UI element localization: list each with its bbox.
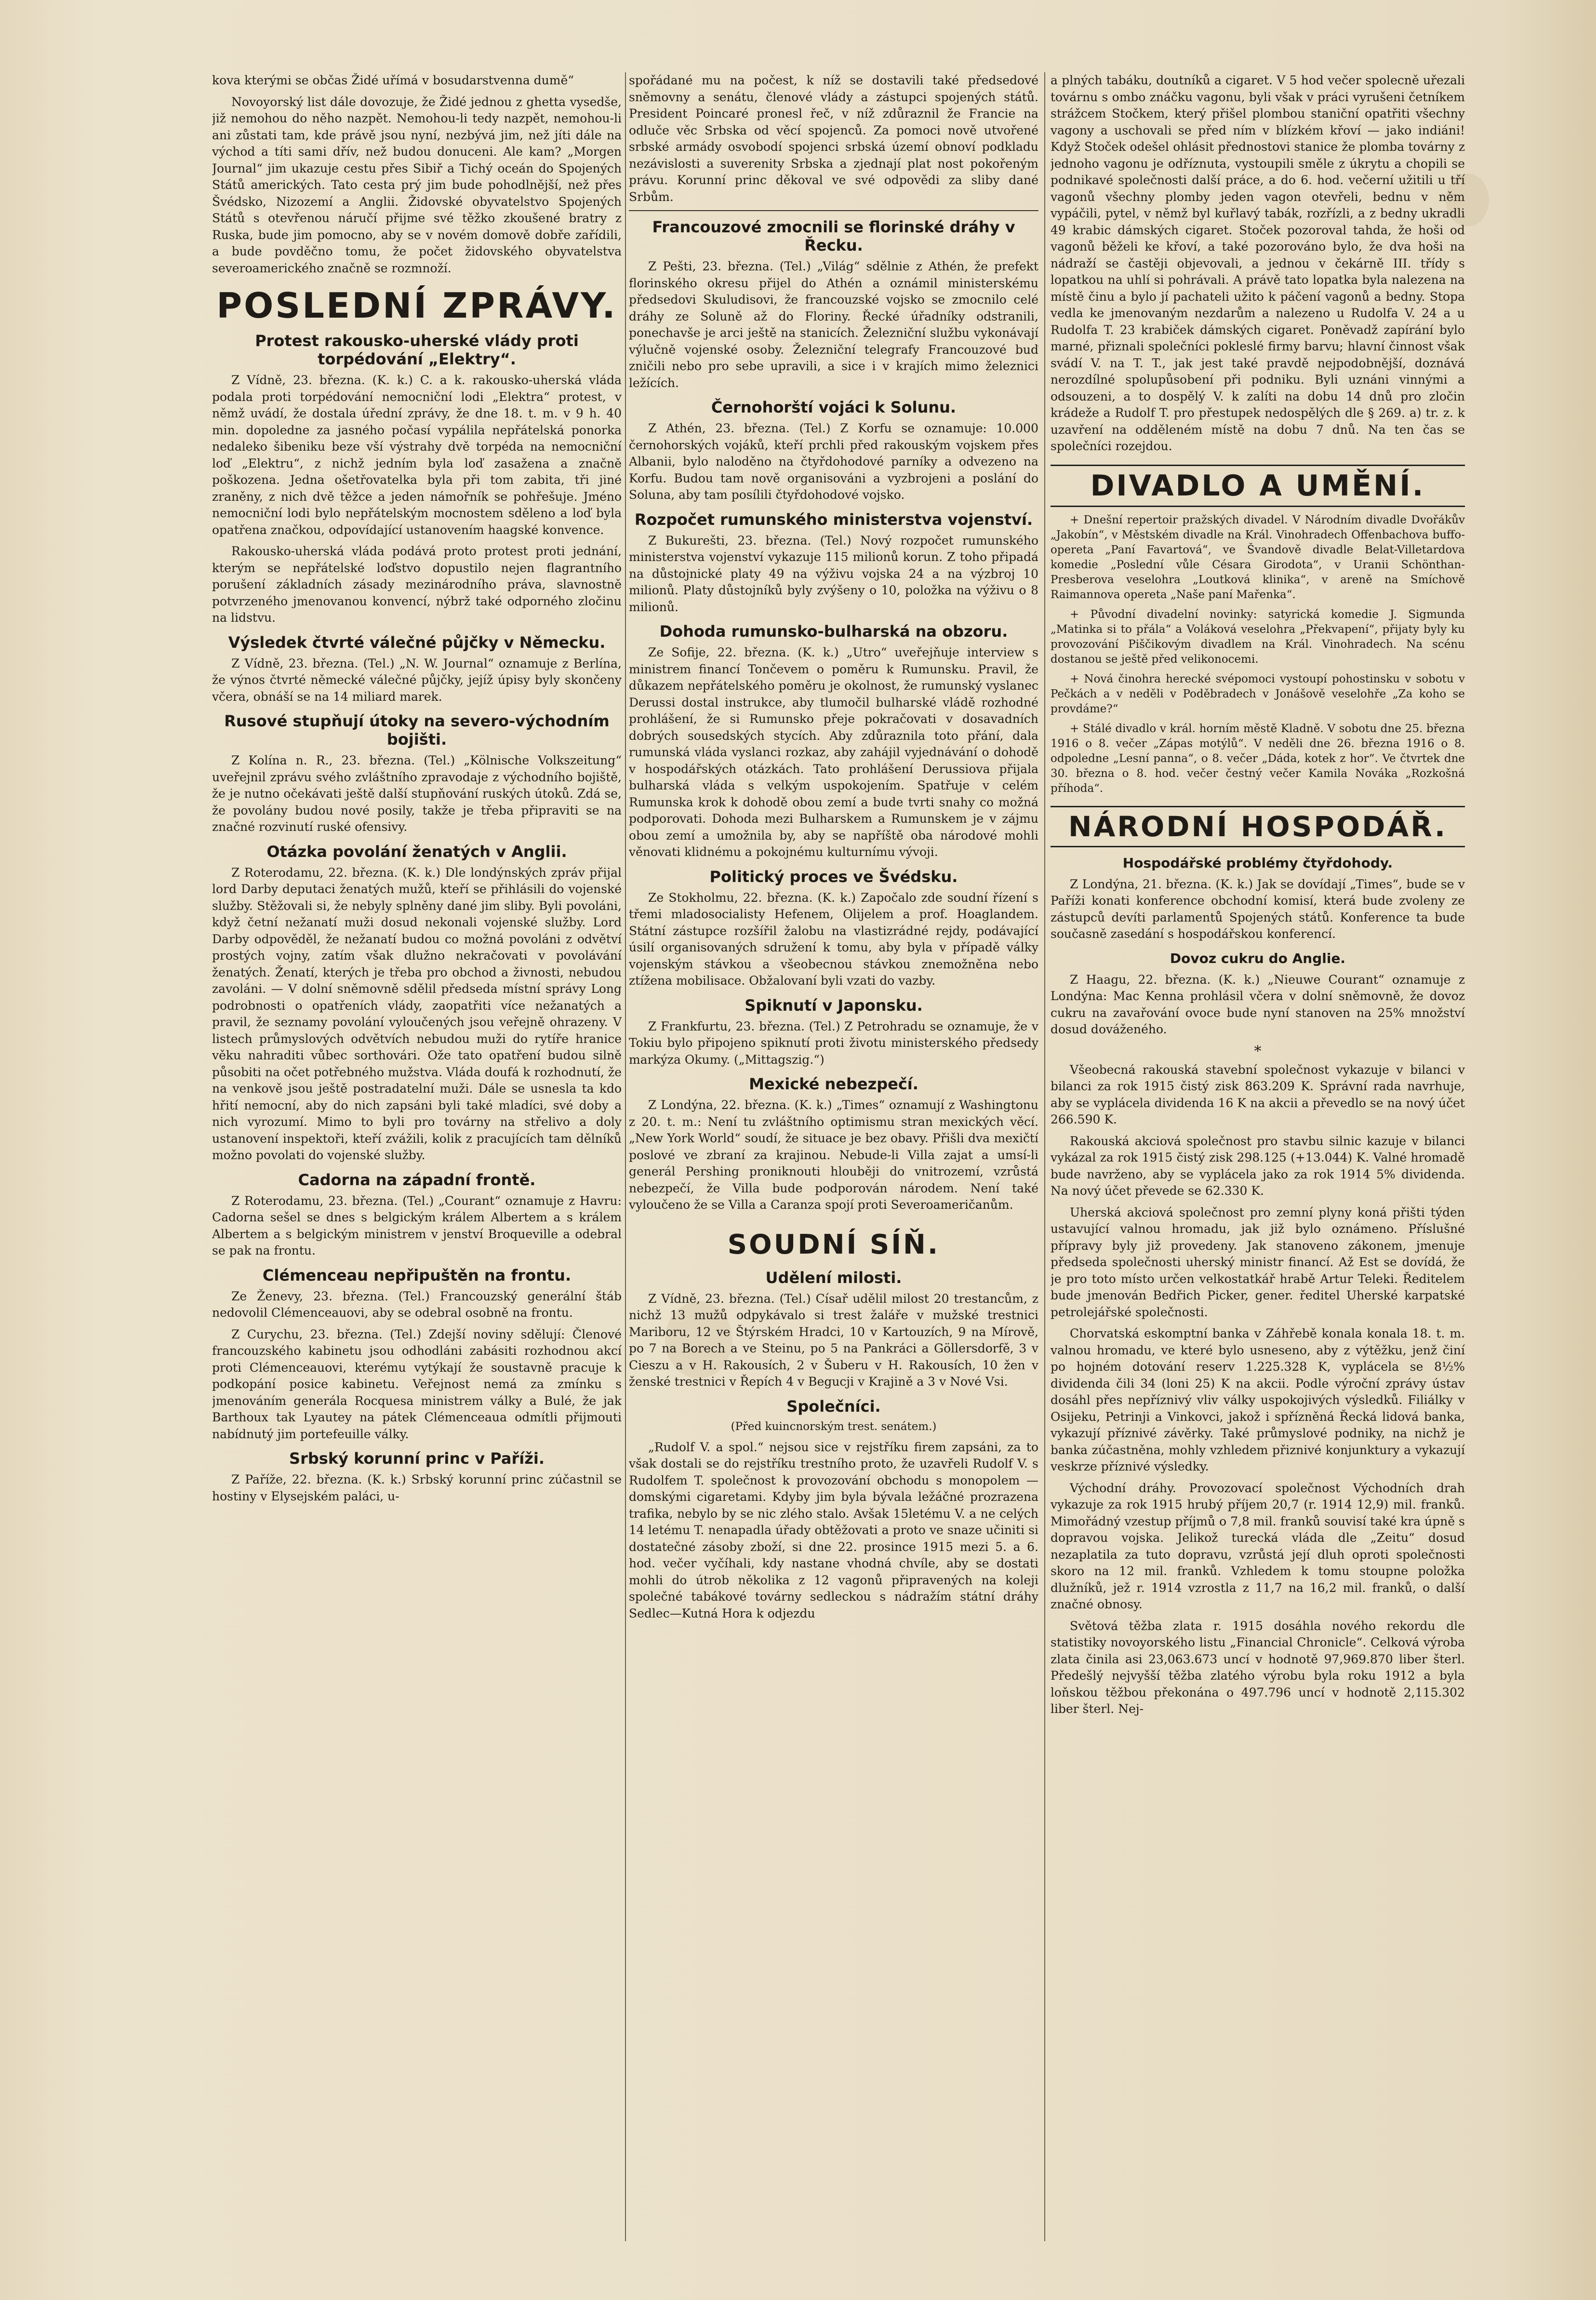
article-title: Srbský korunní princ v Paříži.: [289, 1449, 545, 1468]
article-title: Mexické nebezpečí.: [749, 1075, 918, 1093]
paragraph: Z Kolína n. R., 23. března. (Tel.) „Kölnische Volkszeitung“ uveřejnil zprávu svého zvláštního zpravodaje z východního bojiště, že je nutno očekávati ještě další stupňování ruských útoků. Zdá se, že povolány budou nové posily, takže je třeba připraviti se na značné rozvinutí ruské ofensivy.: [212, 753, 622, 834]
paragraph: Z Londýna, 21. března. (K. k.) Jak se dovídají „Times“, bude se v Paříži konati konference obchodní komisí, která bude zvoleny ze zástupců devíti parlamentů Spojených států. Konference ta bude současně zasedání s hospodářskou konferencí.: [1051, 877, 1465, 941]
article-title: Otázka povolání ženatých v Anglii.: [266, 842, 567, 861]
section-asterisk: *: [1254, 1043, 1262, 1060]
article-title: Cadorna na západní frontě.: [298, 1170, 536, 1189]
article-title: Rusové stupňují útoky na severo-východním bojišti.: [224, 712, 610, 749]
paragraph: Z Pešti, 23. března. (Tel.) „Világ“ sdělnie z Athén, že prefekt florinského okresu přijel do Athén a oznámil ministerskému předsedovi Skuludisovi, že francouzské vojsko se zmocnilo celé dráhy ze Soluně až do Floriny. Řecké úřadníky odstranili, ponechavše je arci ještě na stanicích. Železniční službu vykonávají výlučně vojenské osoby. Železniční telegrafy Francouzové buď zničili nebo pro sebe upravili, a sice i v krajích mimo železnici ležících.: [629, 259, 1038, 390]
article-title: Výsledek čtvrté válečné půjčky v Německu.: [228, 633, 606, 652]
paragraph: „Rudolf V. a spol.“ nejsou sice v rejstříku firem zapsáni, za to však dostali se do rejstříku trestního proto, že uzavřeli Rudolf V. s Rudolfem T. společnost k provozování obchodu s monopolem — domskými cigaretami. Kdyby jim byla bývala ležáčné prozrazena trafika, nebylo by se nic zlého stalo. Avšak 15letému V. a ne celých 14 letému T. nenapadla úřady obtěžovati a proto ve snaze učiniti si dostatečné zásoby zboží, si dne 22. prosince 1915 mezi 5. a 6. hod. večer vyčíhali, kdy nastane vhodná chvíle, aby se dostati mohli do útrob několika z 12 vagonů připravených na koleji společné tabákové továrny sedleckou s nádražím státní dráhy Sedlec—Kutná Hora k odjezdu: [629, 1440, 1038, 1620]
article-title: Spiknutí v Japonsku.: [745, 996, 923, 1015]
paragraph: Světová těžba zlata r. 1915 dosáhla nového rekordu dle statistiky novoyorského listu „Financial Chronicle“. Celková výroba zlata činila asi 23,063.673 uncí v hodnotě 97,969.870 liber šterl. Předešlý nejvyšší těžba zlatého výrobu byla roku 1912 a byla loňskou těžbou překonána o 497.796 uncí v hodnotě 2,115.302 liber šterl. Nej-: [1051, 1618, 1465, 1716]
paragraph: Novoyorský list dále dovozuje, že Židé jednou z ghetta vysedše, již nemohou do něho nazpět. Nemohou-li tedy nazpět, nemohou-li ani zůstati tam, kde právě jsou nyní, nezbývá jim, než jíti dále na východ a títi sami dřív, než budou donuceni. Ale kam? „Morgen Journal“ jim ukazuje cestu přes Sibiř a Tichý oceán do Spojených Států amerických. Tato cesta prý jim bude pohodlnější, než přes Švédsko, Nizozemí a Anglii. Židovské obyvatelstvo Spojených Států s otevřenou náručí přijme své těžko zkoušené bratry z Ruska, bude jim pomocno, aby se v novém domově dobře zařídili, a bude povděčno tomu, že počet židovského obyvatelstva severoamerického značně se rozmnoží.: [212, 94, 622, 275]
paragraph: Z Haagu, 22. března. (K. k.) „Nieuwe Courant“ oznamuje z Londýna: Mac Kenna prohlásil včera v dolní sněmovně, že dovoz cukru na zavařování ovoce bude nyní stanoven na 25% množství dosud dováženého.: [1051, 972, 1465, 1036]
section-banner-posledni-zpravy: POSLEDNÍ ZPRÁVY.: [216, 285, 617, 326]
paragraph: Z Roterodamu, 22. března. (K. k.) Dle londýnských zpráv přijal lord Darby deputaci ženatých mužů, kteří se přihlásili do vojenské služby. Stěžovali si, že nebyly splněny dané jim sliby. Byli povoláni, když četní nežanatí muži dosud nekonali vojenské služby. Lord Darby odpověděl, že nežanatí budou co možná povoláni z odvětví prostých vojny, zatím však dlužno nekračovati v povolávání ženatých. Ženatí, kterých je třeba pro obchod a živnosti, nebudou zavoláni. — V dolní sněmovně sdělil předseda místní správy Long podrobnosti o opatřeních vlády, zaopatřiti více nežanatých a pravil, že seznamy povolání vyloučených jsou veřejně ohrazeny. V listech průmyslových odvětvích nebudou muži do rytíře hranice věku nahraditi vůbec sorthovári. Ože tato opatření budou silně působiti na očet potřebného mužstva. Vláda doufá k rozhodnutí, že na venkově jsou ještě postradatelní muži. Dále se usnesla ta kdo hřití nemocní, aby do nich zapsáni byli také mladíci, své doby a nich vyrozumí. Mimo to byli pro továrny na střelivo a doly ustanovení inspektoři, kteří zvážili, kolik z pracujících tam dělníků možno povolati do vojenské služby.: [212, 865, 622, 1162]
paragraph: Z Paříže, 22. března. (K. k.) Srbský korunní princ zúčastnil se hostiny v Elysejském paláci, u-: [212, 1472, 622, 1503]
paragraph: Chorvatská eskomptní banka v Záhřebě konala konala 18. t. m. valnou hromadu, ve které bylo usneseno, aby z výtěžku, jenž činí po hojném dotování reserv 1.225.328 K, vyplácela se 8½% dividenda čili 34 (loni 25) K na akcii. Podle výroční zprávy ústav dosáhl přes nepříznivý vliv války uspokojivých výsledků. Filiálky v Osijeku, Petrinji a Vinkovci, jakož i spřízněná Řecká lidová banka, vykazují příznivé závěrky. Také průmyslové podniky, na nichž je banka zúčastněna, mohly vzhledem přiznivé konjunktury a vykazují veskrze příznivé výsledky.: [1051, 1326, 1465, 1473]
article-subtitle: (Před kuincnorským trest. senátem.): [731, 1420, 937, 1433]
divider: [629, 210, 1038, 211]
article-title: Černohorští vojáci k Solunu.: [711, 398, 957, 416]
article-title: Dohoda rumunsko-bulharská na obzoru.: [659, 622, 1008, 641]
column-divider: [1044, 72, 1045, 2241]
paragraph: Ze Ženevy, 23. března. (Tel.) Francouzský generální štáb nedovolil Clémenceauovi, aby se odebral osobně na frontu.: [212, 1289, 622, 1320]
paragraph: Rakousko-uherská vláda podává proto protest proti jednání, kterým se nepřátelské loďstvo dopustilo nejen flagrantního porušení základních zásady mezinárodního práva, slavnostně potvrzeného jmenovanou konvencí, nýbrž také odporného zločinu na lidstvu.: [212, 544, 622, 625]
paragraph: a plných tabáku, doutníků a cigaret. V 5 hod večer spolecně uřezali továrnu s ombo znáčku vagonu, byli však v práci vyrušeni četníkem strážcem Stočkem, který přišel plombou staniční opatřiti všechny vagony a uschovali se před ním v blízkém křoví — jako indiáni! Když Stoček odešel ohlásit přednostovi stanice že plomba továrny z jednoho vagonu je odříznuta, vystoupili směle z úkrytu a chopili se podnikavé společnosti další práce, a do 6. hod. večerní užitili u tří vagonů všechny plomby jeden vagon otevřeli, bednu v něm vypáčili, pytel, v němž byl kuřlavý tabák, rozřízli, a z bedny ukradli 49 krabic dámských cigaret. Stoček pozoroval tahda, že hoši od vagonů běželi ke křoví, a také pozorováno bylo, že dva hoši na nádraží se častěji objevovali, a jednou v čekárně III. třídy s lopatkou na uhlí si pohrávali. A právě tato lopatka byla nalezena na místě činu a bylo jí pachateli užito k páčení vagonů a bedny. Stopa vedla ke jmenovaným nezdarům a nalezeno u Rudolfa V. 24 a u Rudolfa T. 23 krabiček dámských cigaret. Poněvadž zapírání bylo marné, přiznali společníci pokleslé firmy barvu; hlavní činnost však svádí V. na T. T., jak jest také pravdě nejpodobnější, doznává nerozdílné spolupůsobení při podniku. Byli uznáni vinnými a odsouzeni, a to dospělý V. k zalíti na dobu 14 dnů pro zločin krádeže a Rudolf T. pro přestupek nedospělých dle § 269. a) tr. z. k uzavření na odděleném místě na dobu 7 dnů. Na ten čas se společníci rozejdou.: [1051, 73, 1465, 453]
paragraph: + Dnešní repertoir pražských divadel. V Národním divadle Dvořákův „Jakobín“, v Městském divadle na Král. Vinohradech Offenbachova buffo-opereta „Paní Favartová“, ve Švandově divadle Belat-Villetardova komedie „Poslední vůle Césara Girodota“, v Uranii Schönthan-Presberova veselohra „Loutková klinika“, v areně na Smíchově Raimannova opereta „Naše paní Mařenka“.: [1051, 513, 1465, 601]
paragraph: Všeobecná rakouská stavební společnost vykazuje v bilanci v bilanci za rok 1915 čistý zisk 863.209 K. Správní rada navrhuje, aby se vyplácela dividenda 16 K na akcii a převedlo se na nový účet 266.590 K.: [1051, 1062, 1465, 1126]
column-2: [629, 72, 1038, 1627]
paragraph: Uherská akciová společnost pro zemní plyny koná přišti týden ustavující valnou hromadu, jak již bylo oznámeno. Příslušné přípravy byly již provedeny. Jak stanoveno zákonem, jmenuje předseda společnosti uherský ministr financí. Až Est se dovídá, že je pro toto místo určen velkostatkář hrabě Artur Teleki. Ředitelem bude jmenován Bedřich Picker, gener. ředitel Uherské karpatské petrolejářské společnosti.: [1051, 1205, 1465, 1319]
article-title: Společníci.: [786, 1397, 881, 1416]
article-title: Politický proces ve Švédsku.: [709, 867, 958, 886]
paragraph: Z Athén, 23. března. (Tel.) Z Korfu se oznamuje: 10.000 černohorských vojáků, kteří prchli před rakouským vojskem přes Albanii, bylo naloděno na čtyřdohodové parníky a odvezeno na Korfu. Budou tam nově organisováni a vyzbrojeni a poslání do Soluna, aby tam posílili čtyřdohodové vojsko.: [629, 421, 1038, 502]
paragraph: Z Bukurešti, 23. března. (Tel.) Nový rozpočet rumunského ministerstva vojenství vykazuje 115 milionů korun. Z toho připadá na důstojnické platy 49 na výživu vojska 24 a na výzbroj 10 milionů. Platy důstojníků byly zvýšeny o 10, položka na výživu o 8 milionů.: [629, 533, 1038, 614]
paragraph: Z Frankfurtu, 23. března. (Tel.) Z Petrohradu se oznamuje, že v Tokiu bylo připojeno spiknutí proti životu ministerského předsedy markýza Okumy. („Mittagszig.“): [629, 1019, 1038, 1067]
paragraph: + Stálé divadlo v král. horním městě Kladně. V sobotu dne 25. března 1916 o 8. večer „Zápas motýlů“. V neděli dne 26. března 1916 o 8. odpoledne „Lesní panna“, o 8. večer „Dáda, kotek z hor“. Ve čtvrtek dne 30. března o 8. hod. večer čestný večer Kamila Nováka „Rozkošná příhoda“.: [1051, 722, 1465, 795]
column-3: [1051, 72, 1465, 1723]
article-title: Francouzové zmocnili se florinské dráhy v Řecku.: [652, 218, 1015, 254]
paragraph: Východní dráhy. Provozovací společnost Východních drah vykazuje za rok 1915 hrubý příjem 20,7 (r. 1914 12,9) mil. franků. Mimořádný vzestup příjmů o 7,8 mil. franků souvisí také kra úpně s dopravou vojska. Jelikož turecká vláda dle „Zeitu“ dosud nezaplatila za tuto dopravu, vzrůstá její dluh oproti společnosti skoro na 12 mil. franků. Vzhledem k tomu stoupne položka dlužníků, jež r. 1914 vzrostla z 11,7 na 16,2 mil. franků, o další značné obnosy.: [1051, 1481, 1465, 1611]
paragraph: Rakouská akciová společnost pro stavbu silnic kazuje v bilanci vykázal za rok 1915 čistý zisk 298.125 (+13.044) K. Valné hromadě bude navrženo, aby se vyplácela jako za rok 1914 5% dividenda. Na nový účet převede se 62.330 K.: [1051, 1134, 1465, 1198]
article-title: Rozpočet rumunského ministerstva vojenství.: [634, 510, 1033, 529]
column-divider: [625, 72, 626, 2241]
paragraph: + Nová činohra herecké svépomoci vystoupí pohostinsku v sobotu v Pečkách a v neděli v Poděbradech v Jonášově veselohře „Za koho se provdáme?“: [1051, 672, 1465, 715]
paragraph: Ze Sofije, 22. března. (K. k.) „Utro“ uveřejňuje interview s ministrem financí Tončevem o poměru k Rumunsku. Pravil, že důkazem nepřátelského poměru je okolnost, že rumunský vyslanec Derussi dostal instrukce, aby tlumočil bulharské vládě rozhodné prohlášení, že si Rumunsko přeje pokračovati v dosavadních dobrých sousedských stycích. Aby zdůraznila toto přání, dala rumunská vláda vyslanci rozkaz, aby zahájil vyjednávání o dohodě v hospodářských otázkách. Tato prohlášení Derussiova přijala bulharská vláda s velkým uspokojením. Spatřuje v celém Rumunska krok k dohodě obou zemí a bude tvrti snahy co možná podporovati. Dohoda mezi Bulharskem a Rumunskem je v zájmu obou zemí a umožnila by, aby se napříště oba národové mohli věnovati klidnému a pokojnému kulturnímu vývoji.: [629, 645, 1038, 859]
paragraph: Z Roterodamu, 23. března. (Tel.) „Courant“ oznamuje z Havru: Cadorna sešel se dnes s belgickým králem Albertem a s králem Albertem a s belgickým ministrem v jenství Broqueville a odebral se pak na frontu.: [212, 1193, 622, 1257]
article-title: Hospodářské problémy čtyřdohody.: [1122, 855, 1393, 871]
paragraph: Z Londýna, 22. března. (K. k.) „Times“ oznamují z Washingtonu z 20. t. m.: Není tu zvláštního optimismu stran mexických věcí. „New York World“ soudí, že situace je bez obavy. Přišli dva mexičtí poslové ve zbraní za krajinou. Nebude-li Villa zajat a umsí-li generál Pershing proniknouti hlouběji do vnitrozemí, vzrůstá nebezpečí, že Villa bude podporován národem. Není také vyloučeno že se Villa a Caranza spojí proti Severoameričanům.: [629, 1098, 1038, 1212]
article-title: Clémenceau nepřipuštěn na frontu.: [262, 1266, 572, 1284]
section-banner-soudni-sin: SOUDNÍ SÍŇ.: [727, 1229, 940, 1260]
article-title: Udělení milosti.: [765, 1268, 902, 1287]
paragraph: Z Vídně, 23. března. (K. k.) C. a k. rakousko-uherská vláda podala proti torpédování nemocniční lodi „Elektra“ protest, v němž uvádí, že dostala úřední zprávy, že dne 18. t. m. v 9 h. 40 min. dopoledne za jasného počasí vypálila nepřátelská ponorka nedaleko šibeniku beze vší výstrahy dvě torpéda na nemocniční loď „Elektru“, z nichž jedním byla loď zasažena a značně poškozena. Jedna ošetřovatelka byla při tom zabita, tři jiné zraněny, z nich dvě těžce a jeden námořník se pohřešuje. Jméno nemocniční lodi bylo nepřátelským mocnostem sděleno a loď byla opatřena značkou, odpovídající ustanovením haagské konvence.: [212, 373, 622, 537]
section-banner-narodni-hospodar: NÁRODNÍ HOSPODÁŘ.: [1051, 806, 1465, 847]
paragraph: + Původní divadelní novinky: satyrická komedie J. Sigmunda „Matinka si to přála“ a Voláková veselohra „Překvapení“, přijaty byly ku provozování Piščikovým divadlem na Král. Vinohradech. Na scénu dostanou se ještě před velikonocemi.: [1051, 608, 1465, 666]
section-banner-divadlo: DIVADLO A UMĚNÍ.: [1051, 465, 1465, 507]
article-title: Dovoz cukru do Anglie.: [1170, 950, 1346, 966]
column-1: [212, 72, 622, 1510]
paragraph: kova kterými se občas Židé uřímá v bosudarstvenna dumě“: [212, 73, 574, 87]
paragraph: Ze Stokholmu, 22. března. (K. k.) Započalo zde soudní řízení s třemi mladosocialisty Hefenem, Olijelem a prof. Hoaglandem. Státní zástupce rozšířil žalobu na vlastizrádné rejdy, podávající úsilí organisovaných sdružení k tomu, aby byla v případě války vojenským stávkou a všeobecnou stávkou znemožněna nebo ztížena mobilisace. Obžalovaní byli vzati do vazby.: [629, 890, 1038, 988]
paragraph: Z Vídně, 23. března. (Tel.) Císař udělil milost 20 trestancům, z nichž 13 mužů odpykávalo si trest žaláře v mužské trestnici Mariboru, 12 ve Štýrském Hradci, 10 v Kartouzích, 9 na Mírově, po 7 na Borech a ve Steinu, po 5 na Pankráci a Göllersdorfě, 3 v Cieszu a v H. Rakousích, 2 v Šuberu v H. Rakousích, 10 žen v ženské trestnici v Řepích 4 v Begucji v Krajině a 3 v Nové Vsi.: [629, 1291, 1038, 1389]
paragraph: spořádané mu na počest, k níž se dostavili také předsedové sněmovny a senátu, členové vlády a zástupci spojených států. President Poincaré pronesl řeč, v níž zdůraznil že Francie na odluče věc Srbska od věcí spojenců. Za pomoci nově utvořené srbské armády osvobodí spojenci srbská území obnoví podkladu nezávislosti a suverenity Srbska a zjednají plat nost pokořeným právu. Korunní princ děkoval ve své odpovědi za sliby dané Srbům.: [629, 73, 1038, 204]
article-title: Protest rakousko-uherské vlády proti torpédování „Elektry“.: [255, 332, 579, 368]
paragraph: Z Curychu, 23. března. (Tel.) Zdejší noviny sdělují: Členové francouzského kabinetu jsou odhodláni zabásiti rozhodnou akcí proti Clémenceauovi, kterému vytýkají že soustavně pracuje k podkopání posice kabinetu. Veřejnost nemá za zmínku s jmenováním generála Rocquesa ministrem války a Bulé, že jak Barthoux tak Lyautey na pátek Clémenceaua odmítli přijmouti nabídnutý jim portefeuille války.: [212, 1327, 622, 1441]
paragraph: Z Vídně, 23. března. (Tel.) „N. W. Journal“ oznamuje z Berlína, že výnos čtvrté německé válečné půjčky, jejíž úpisy byly skončeny včera, obnáší se na 14 miliard marek.: [212, 656, 622, 704]
